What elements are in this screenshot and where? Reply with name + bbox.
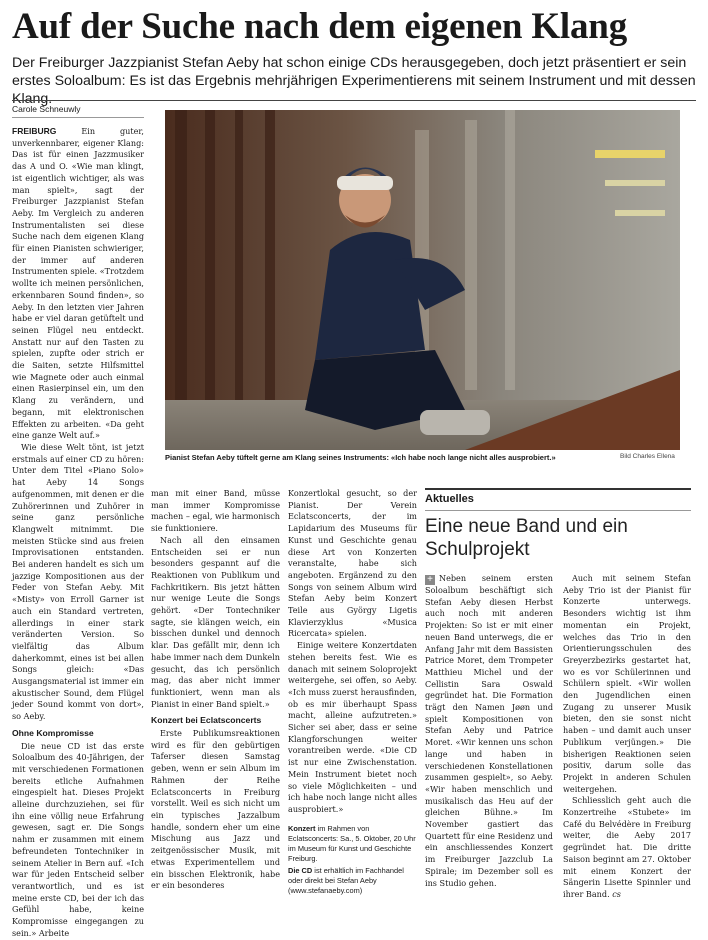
body-text: man mit einer Band, müsse man immer Kompromisse machen – egal, wie harmonisch sie funktioniere. — [151, 488, 281, 534]
dateline: FREIBURG — [12, 126, 57, 136]
body-text: Neben seinem ersten Soloalbum beschäftigt sich Stefan Aeby diesen Herbst auch noch mit anderen Projekten: So ist er mit einer neuen Band unterwegs, die er Anfang Jahr mit dem Bassisten Patrice Moret, dem Trompeter Matthieu Michel und der Cellistin Sara Oswald gegründet hat. Die Formation trägt den Namen Jøøn und spielt Kompositionen von Stefan Aeby und Patrice Moret. «Wir kennen uns schon lange und haben in verschiedenen Konstellationen zusammen gespielt», so Aeby. «Wir haben menschlich und musikalisch das Heu auf der gleichen Bühne.» Im November gastiert das Quartett für eine Residenz und ein anschliessendes Konzert im Freiburger Jazzclub La Spirale; im Dezember soll es ins Studio gehen. — [425, 573, 553, 888]
article-column-1 — [12, 126, 144, 940]
article-photo — [165, 110, 680, 450]
body-text: Einige weitere Konzertdaten stehen bereits fest. Wie es danach mit seinem Soloprojekt weitergehe, sei offen, so Aeby. «Ich muss zuerst herausfinden, ob es mir überhaupt Spass macht, alleine aufzutreten.» Sicher sei aber, dass er seine Klangforschungen weiter vorantreiben werde. «Die CD ist nur eine Zwischenstation. Mein Instrument bietet noch so viele Möglichkeiten – und ich habe noch lange nicht alles ausprobiert.» — [288, 640, 417, 814]
photo-credit: Bild Charles Ellena — [620, 453, 675, 460]
divider — [425, 510, 691, 511]
author-byline: Carole Schneuwly — [12, 104, 81, 114]
body-text: Erste Publikumsreaktionen wird es für den gebürtigen Taferser diesen Samstag geben, wenn er sein Album im Rahmen der Reihe Eclatsconcerts in Freiburg vorstellt. Weil es sich nicht um ein typisches Jazzalbum handle, sondern eher um eine Mischung aus Jazz und zeitgenössischer Musik, mit etwas Experimentellem und ein bisschen Elektronik, habe er ein besonderes — [151, 728, 280, 891]
body-text: Die neue CD ist das erste Soloalbum des 40-Jährigen, der mit verschiedenen Formationen bereits etliche Aufnahmen eingespielt hat. Dieses Projekt alleine durchzuziehen, sei für ihn eine völlig neue Erfahrung gewesen, sagt er. Die Songs nahm er zusammen mit einem befreundeten Tontechniker in seinem Atelier in Bern auf. «Ich war für jeden Entscheid selber verantwortlich, und es ist meine erste CD, bei der ich das Gefühl habe, keine Kompromisse eingegangen zu sein.» Arbeite — [12, 740, 144, 938]
body-text: Ein guter, unverkennbarer, eigener Klang: Das ist für einen Jazzmusiker das A und O. «Wie man klingt, ist eigentlich wichtiger, als was man spielt», sagt der Freiburger Jazzpianist Stefan Aeby. Im Vergleich zu anderen Instrumentalisten sei diese Suche nach dem eigenen Klang für einen Pianisten schwieriger, der immer auf anderen Instrumenten spiele. «Trotzdem wollte ich meinen persönlichen, erkennbaren Sound finden», so Aeby. In den letzten vier Jahren habe er viel daran getüftelt und seinen Flügel neu entdeckt. Anstatt nur auf den Tasten zu spielen, zupfte oder strich er die Saiten, setzte Hilfsmittel wie Magnete oder auch einmal einen Rasierpinsel ein, um den Klang zu verändern, und begann, mit elektronischen Effekten zu arbeiten. «Da geht eine ganze Welt auf.» — [12, 126, 144, 441]
body-text: Nach all den einsamen Entscheiden sei er nun besonders gespannt auf die Reaktionen von Publikum und Fachkritikern. Bis jetzt hätten nur wenige Leute die Songs gehört. «Der Tontechniker sagte, sie klängen weich, ein bisschen dunkel und dennoch klar. Das gefällt mir, denn ich habe immer nach dem Dunkeln gesucht, das ich persönlich mag, das aber nicht immer funktioniert, wenn man als Pianist in einer Band spielt.» — [151, 534, 280, 709]
body-text: Wie diese Welt tönt, ist jetzt erstmals auf einer CD zu hören: Unter dem Titel «Piano Solo» hat Aeby 14 Songs aufgenommen, mit denen er die Zuhörerinnen und Zuhörer in seine ganz persönliche Klangwelt mitnimmt. Die meisten Stücke sind aus freien Improvisationen entstanden. Bei anderen handelt es sich um jazzige Kompositionen aus der Feder von Stefan Aeby. Mit «Misty» von Erroll Garner ist auch ein Standard vertreten, allerdings in einer stark veränderten Version. So vielfältig das Album daherkommt, eines ist bei allen Songs gleich: «Das Ausgangsmaterial ist immer ein akustischer Sound, dem Flügel jeder Sound kommt von dort», so Aeby. — [12, 441, 144, 722]
author-initials: cs — [612, 888, 621, 899]
pianist-photo-illustration — [165, 110, 680, 450]
aktuelles-label: Aktuelles — [425, 493, 474, 505]
body-text: Konzertlokal gesucht, so der Pianist. Der Verein Eclatsconcerts, der im Lapidarium des Museums für Kunst und Geschichte genau diese Art von Konzerten veranstalte, habe sich angeboten. Ergänzend zu den Songs von seinem Album wird Stefan Aeby beim Konzert Teile aus György Ligetis Klavierzyklus «Musica Ricercata» spielen. — [288, 488, 417, 639]
article-column-3 — [288, 488, 417, 896]
aktuelles-headline: Eine neue Band und ein Schulprojekt — [425, 516, 628, 560]
subheading: Konzert bei Eclatsconcerts — [151, 715, 262, 726]
photo-caption: Pianist Stefan Aeby tüftelt gerne am Klang seines Instruments: «Ich habe noch lange nicht alles ausprobiert.» — [165, 453, 556, 462]
divider — [12, 100, 696, 101]
subheading: Ohne Kompromisse — [12, 727, 94, 738]
divider — [425, 488, 691, 490]
headline: Auf der Suche nach dem eigenen Klang — [12, 6, 627, 47]
plus-icon: + — [425, 575, 435, 585]
divider — [12, 117, 144, 118]
aktuelles-column-1 — [425, 573, 553, 889]
body-text: Schliesslich geht auch die Konzertreihe «Stubete» im Café du Belvédère in Freiburg weiter, die Aeby 2017 gegründet hat. Die dritte Saison beginnt am 27. Oktober mit einem Konzert der Sängerin Lisette Spinnler und ihrer Band. cs — [563, 795, 691, 899]
aktuelles-column-2 — [563, 573, 691, 901]
event-info: Konzert im Rahmen von Eclatsconcerts: Sa., 5. Oktober, 20 Uhr im Museum für Kunst und Geschichte Freiburg. Die CD ist erhältlich im Fachhandel oder direkt bei Stefan Aeby (www.stefanaeby.com) — [288, 823, 416, 895]
article-column-2 — [151, 488, 280, 892]
lead-paragraph: Der Freiburger Jazzpianist Stefan Aeby hat schon einige CDs herausgegeben, doch jetzt präsentiert er sein erstes Soloalbum: Es ist das Ergebnis mehrjährigen Experimentierens mit seinem Instrument und mit dessen Klang. — [12, 55, 696, 107]
body-text: Auch mit seinem Stefan Aeby Trio ist der Pianist für Konzerte unterwegs. Besonders wichtig ist ihm momentan ein Projekt, welches das Trio in den Orientierungsschulen des Greyerzbezirks gestartet hat, wo es vor Schülerinnen und Schülern spielt. «Wir wollen den Jugendlichen einen Zugang zu unserer Musik bieten, den sie sonst nicht haben – und damit auch unser Publikum verjüngen.» Die bisherigen Reaktionen seien positiv, darum solle das Projekt in anderen Schulen weitergehen. — [563, 573, 691, 794]
